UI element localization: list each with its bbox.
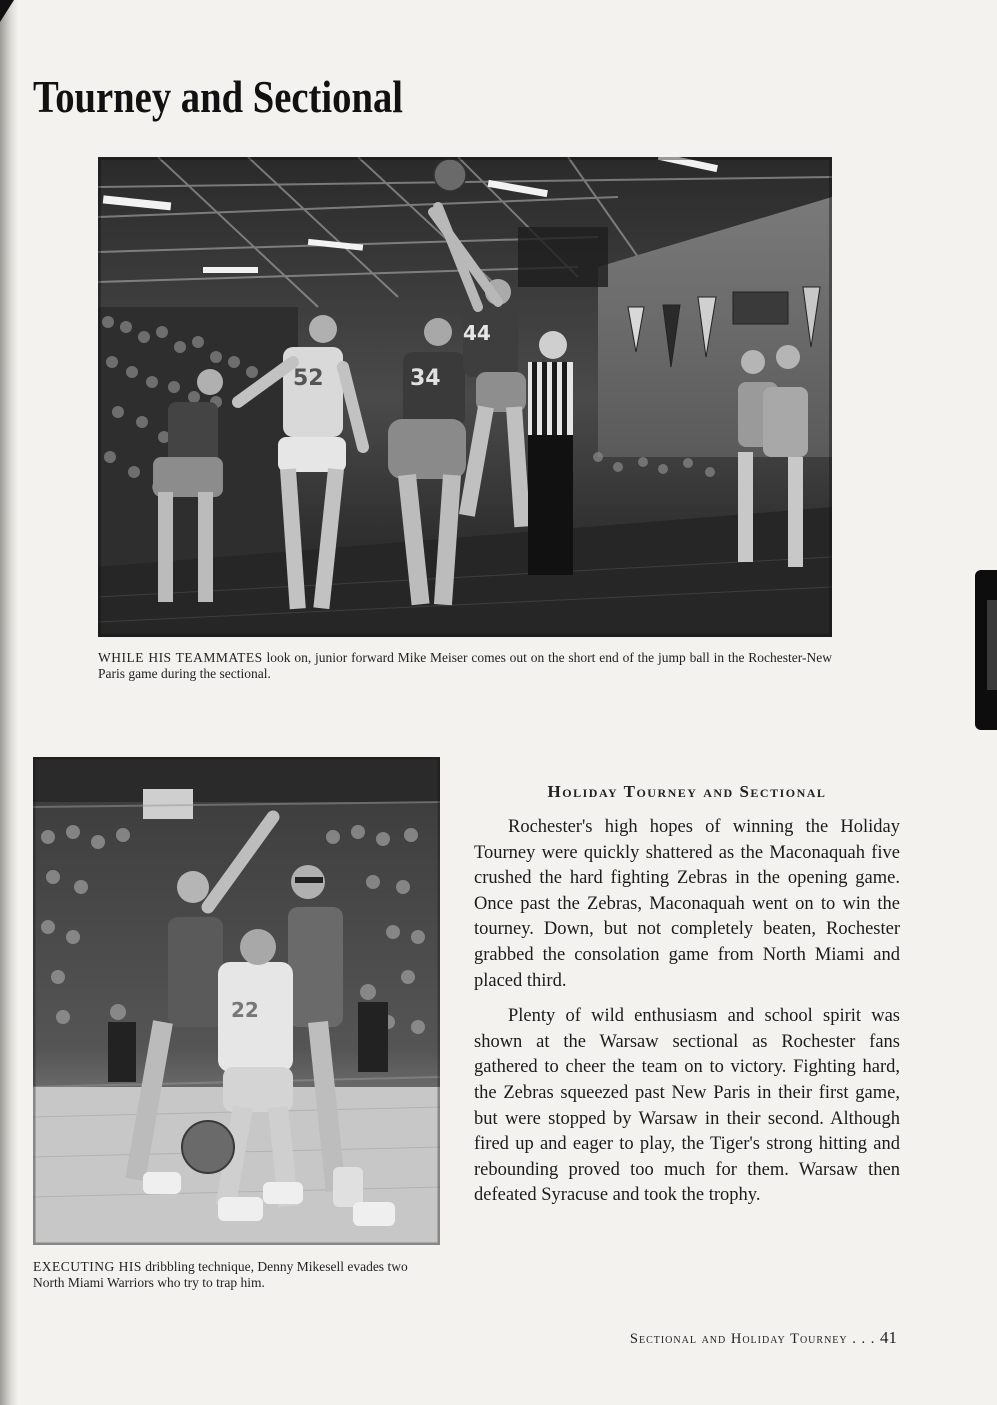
- footer-separator: . . .: [852, 1331, 876, 1347]
- page-number: 41: [880, 1328, 897, 1347]
- jersey-number-22: 22: [231, 998, 259, 1022]
- binding-shadow: [0, 0, 18, 1405]
- caption-lead: WHILE HIS TEAMMATES: [98, 650, 263, 665]
- top-photo-caption: [98, 650, 832, 682]
- jump-ball-photo: [98, 157, 832, 637]
- bottom-photo-caption: [33, 1259, 440, 1291]
- running-title: Sectional and Holiday Tourney: [629, 1331, 848, 1347]
- caption-lead: EXECUTING HIS: [33, 1259, 142, 1274]
- caption-text: look on, junior forward Mike Meiser comes out on the short end of the jump ball in the Rochester-New Paris game during the sectional.: [98, 650, 833, 681]
- caption-text: dribbling technique, Denny Mikesell evades two North Miami Warriors who try to trap him.: [33, 1259, 408, 1290]
- article-paragraph: Rochester's high hopes of winning the Holiday Tourney were quickly shattered as the Maconaquah five crushed the hard fighting Zebras in the opening game. Once past the Zebras, Maconaquah went on to win the tourney. Down, but not completely beaten, Rochester grabbed the consolation game from North Miami and placed third.: [474, 817, 900, 991]
- page-title: Tourney and Sectional: [33, 71, 404, 122]
- jersey-number-52: 52: [293, 366, 324, 391]
- jersey-number-44: 44: [463, 321, 491, 345]
- article-body: [474, 815, 900, 1219]
- dribbling-photo: [33, 757, 440, 1245]
- article-heading: Holiday Tourney and Sectional: [547, 782, 827, 801]
- jersey-number-34: 34: [410, 366, 441, 391]
- page-tab-marker-inner: [987, 600, 997, 690]
- article-paragraph: Plenty of wild enthusiasm and school spirit was shown at the Warsaw sectional as Rochester fans gathered to cheer the team on to victory. Fighting hard, the Zebras squeezed past New Paris in their first game, but were stopped by Warsaw in their second. Although fired up and eager to play, the Tiger's strong hitting and rebounding proved too much for them. Warsaw then defeated Syracuse and took the trophy.: [474, 1006, 900, 1206]
- page-footer: [630, 1328, 897, 1348]
- corner-mark: [0, 0, 14, 22]
